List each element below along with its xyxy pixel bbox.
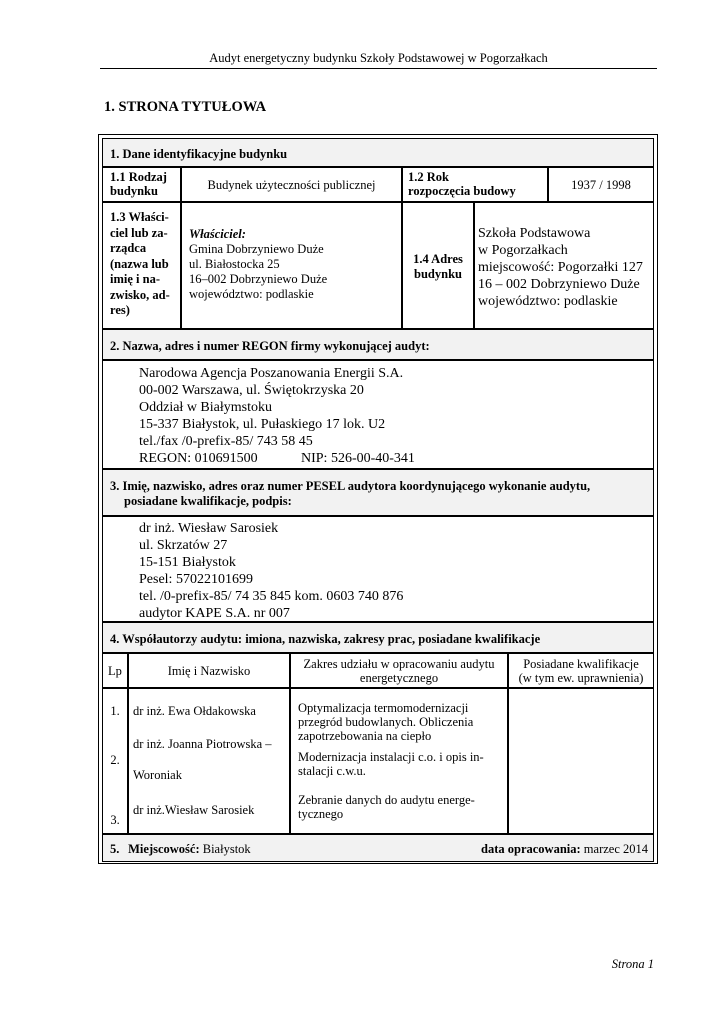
building-address-label: 1.4 Adres budynku xyxy=(402,202,474,329)
auditor-info: dr inż. Wiesław Sarosiek ul. Skrzatów 27 15-151 Białystok Pesel: 57022101699 tel. /0-prefix-85/ 74 35 845 kom. 0603 740 876 audytor KAPE S.A. nr 007 xyxy=(102,516,654,622)
coauthors-scope-cell xyxy=(290,688,508,834)
section-1-heading: 1. Dane identyfikacyjne budynku xyxy=(102,138,654,167)
place-value: Białystok xyxy=(202,842,251,856)
building-type-label: 1.1 Rodzaj budynku xyxy=(102,167,181,202)
document-header: Audyt energetyczny budynku Szkoły Podstawowej w Pogorzałkach xyxy=(209,51,548,65)
coauthors-lp-cell xyxy=(102,688,128,834)
section-2-heading: 2. Nazwa, adres i numer REGON firmy wykonującej audyt: xyxy=(102,329,654,360)
place-label: Miejscowość: xyxy=(128,842,200,856)
coauthors-col-scope: Zakres udziału w opracowaniu audytu energetycznego xyxy=(290,653,508,688)
date-value: marzec 2014 xyxy=(583,842,648,856)
building-type-value: Budynek użyteczności publicznej xyxy=(181,167,402,202)
coauthor-name: dr inż. Joanna Piotrowska – xyxy=(133,737,272,751)
section-title: 1. STRONA TYTUŁOWA xyxy=(104,99,267,115)
section-5-row xyxy=(102,834,654,862)
coauthors-qualifications-cell xyxy=(508,688,654,834)
coauthors-col-lp: Lp xyxy=(102,653,128,688)
section-4-heading: 4. Współautorzy audytu: imiona, nazwiska, zakresy prac, posiadane kwalifikacje xyxy=(102,622,654,653)
page-number: Strona 1 xyxy=(611,957,654,971)
coauthor-scope: Modernizacja instalacji c.o. i opis in- stalacji c.w.u. xyxy=(298,750,484,778)
coauthor-scope: Optymalizacja termomodernizacji przegród budowlanych. Obliczenia zapotrzebowania na ciepło xyxy=(298,701,474,743)
section-3-heading: 3. Imię, nazwisko, adres oraz numer PESEL audytora koordynującego wykonanie audytu, posiadane kwalifikacje, podpis: xyxy=(102,469,654,516)
table-row-lp: 2. xyxy=(110,753,120,767)
coauthor-name: dr inż. Ewa Ołdakowska xyxy=(133,704,256,718)
coauthor-name: dr inż.Wiesław Sarosiek xyxy=(133,803,255,817)
owner-title: Właściciel: xyxy=(189,227,246,241)
coauthor-name: Woroniak xyxy=(133,768,182,782)
audit-company-info: Narodowa Agencja Poszanowania Energii S.A. 00-002 Warszawa, ul. Świętokrzyska 20 Oddział w Białymstoku 15-337 Białystok, ul. Pułaskiego 17 lok. U2 tel./fax /0-prefix-85/ 743 58 45 REGON: 010691500 NIP: 526-00-40-341 xyxy=(102,360,654,469)
coauthor-scope: Zebranie danych do audytu energe- tycznego xyxy=(298,793,475,821)
building-address-value: Szkoła Podstawowa w Pogorzałkach miejscowość: Pogorzałki 127 16 – 002 Dobrzyniewo Duże województwo: podlaskie xyxy=(474,202,654,329)
header-rule xyxy=(100,68,657,69)
coauthors-col-qualifications: Posiadane kwalifikacje (w tym ew. uprawnienia) xyxy=(508,653,654,688)
date-label: data opracowania: xyxy=(481,842,581,856)
construction-year-label: 1.2 Rok rozpoczęcia budowy xyxy=(402,167,548,202)
table-row-lp: 1. xyxy=(110,704,120,718)
coauthors-name-cell xyxy=(128,688,290,834)
table-row-lp: 3. xyxy=(110,813,120,827)
owner-value: Właściciel: Gmina Dobrzyniewo Duże ul. Białostocka 25 16–002 Dobrzyniewo Duże województwo: podlaskie xyxy=(181,202,402,329)
coauthors-col-name: Imię i Nazwisko xyxy=(128,653,290,688)
construction-year-value: 1937 / 1998 xyxy=(548,167,654,202)
regon-number: REGON: 010691500 xyxy=(139,451,258,466)
title-page-form xyxy=(98,134,658,864)
nip-number: NIP: 526-00-40-341 xyxy=(301,451,415,466)
date-field xyxy=(481,842,648,856)
section-5-number: 5. xyxy=(110,842,120,856)
owner-label: 1.3 Właści- ciel lub za- rządca (nazwa lub imię i na- zwisko, ad- res) xyxy=(102,202,181,329)
